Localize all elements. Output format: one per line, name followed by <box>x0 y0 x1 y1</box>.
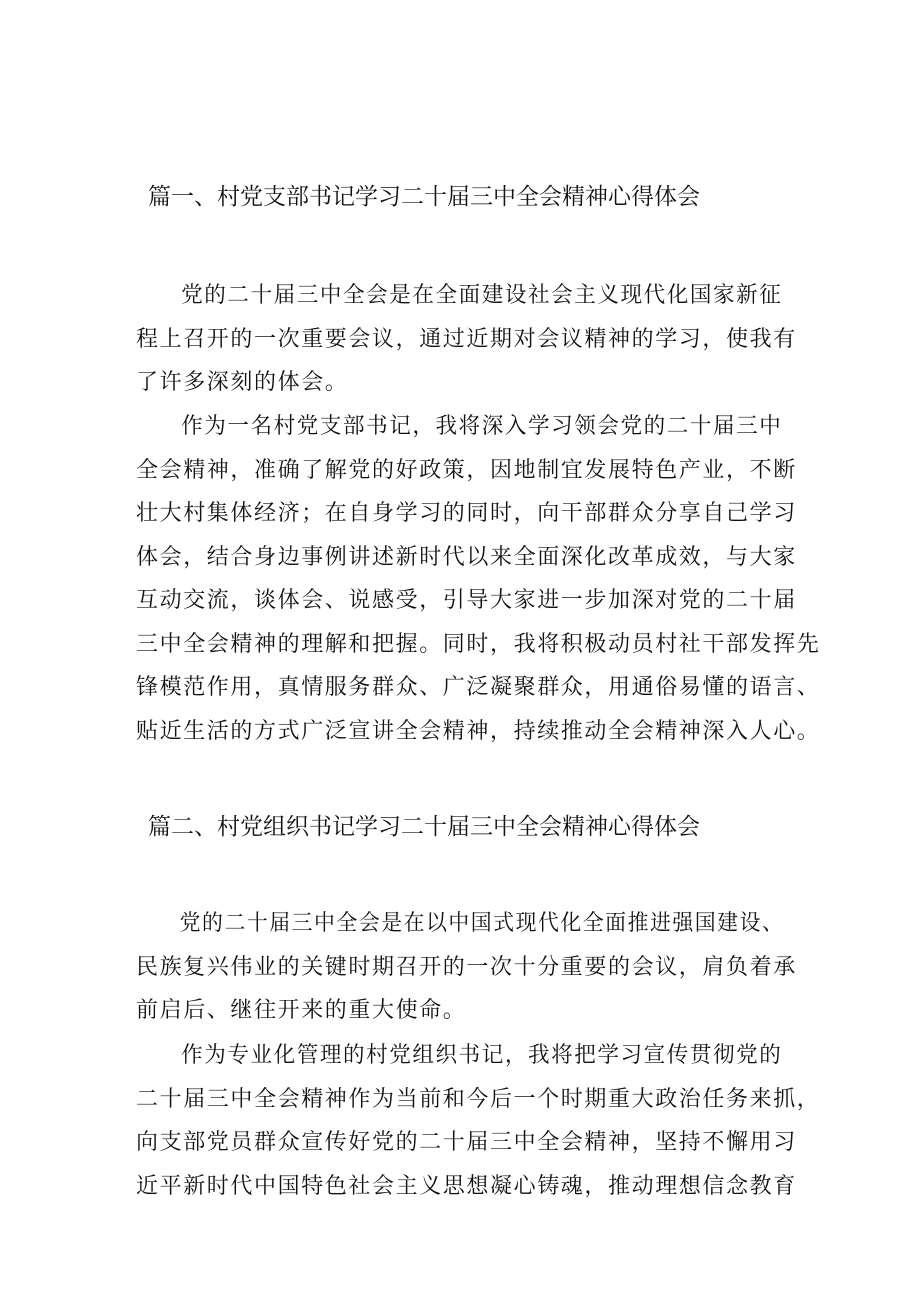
text-line: 三中全会精神的理解和把握。同时，我将积极动员村社干部发挥先 <box>136 631 821 657</box>
section-1-paragraph-1 <box>136 274 797 405</box>
section-2-heading: 篇二、村党组织书记学习二十届三中全会精神心得体会 <box>148 814 700 840</box>
section-2-paragraph-2 <box>136 1034 821 1208</box>
text-line: 党的二十届三中全会是在以中国式现代化全面推进强国建设、 <box>179 911 785 936</box>
section-1-heading: 篇一、村党支部书记学习二十届三中全会精神心得体会 <box>148 184 700 210</box>
text-line: 二十届三中全会精神作为当前和今后一个时期重大政治任务来抓， <box>136 1086 821 1112</box>
section-1-paragraph-2 <box>136 405 821 753</box>
text-line: 锋模范作用，真情服务群众、广泛凝聚群众，用通俗易懂的语言、 <box>136 675 821 700</box>
text-line: 民族复兴伟业的关键时期召开的一次十分重要的会议，肩负着承 <box>136 954 797 980</box>
text-line: 互动交流，谈体会、说感受，引导大家进一步加深对党的二十届 <box>136 588 797 613</box>
text-line: 党的二十届三中全会是在全面建设社会主义现代化国家新征 <box>181 283 783 308</box>
text-line: 了许多深刻的体会。 <box>136 370 349 395</box>
text-line: 作为一名村党支部书记，我将深入学习领会党的二十届三中 <box>181 414 783 439</box>
text-line: 近平新时代中国特色社会主义思想凝心铸魂，推动理想信念教育 <box>136 1173 797 1199</box>
section-2-paragraph-1 <box>136 902 797 1033</box>
text-line: 作为专业化管理的村党组织书记，我将把学习宣传贯彻党的 <box>181 1043 783 1068</box>
text-line: 壮大村集体经济；在自身学习的同时，向干部群众分享自己学习 <box>136 501 797 526</box>
text-line: 程上召开的一次重要会议，通过近期对会议精神的学习，使我有 <box>136 326 797 352</box>
text-line: 全会精神，准确了解党的好政策，因地制宜发展特色产业，不断 <box>136 457 797 483</box>
text-line: 体会，结合身边事例讲述新时代以来全面深化改革成效，与大家 <box>136 544 797 570</box>
text-line: 前启后、继往开来的重大使命。 <box>136 998 467 1023</box>
text-line: 向支部党员群众宣传好党的二十届三中全会精神，坚持不懈用习 <box>136 1130 797 1155</box>
text-line: 贴近生活的方式广泛宣讲全会精神，持续推动全会精神深入人心。 <box>136 718 821 744</box>
